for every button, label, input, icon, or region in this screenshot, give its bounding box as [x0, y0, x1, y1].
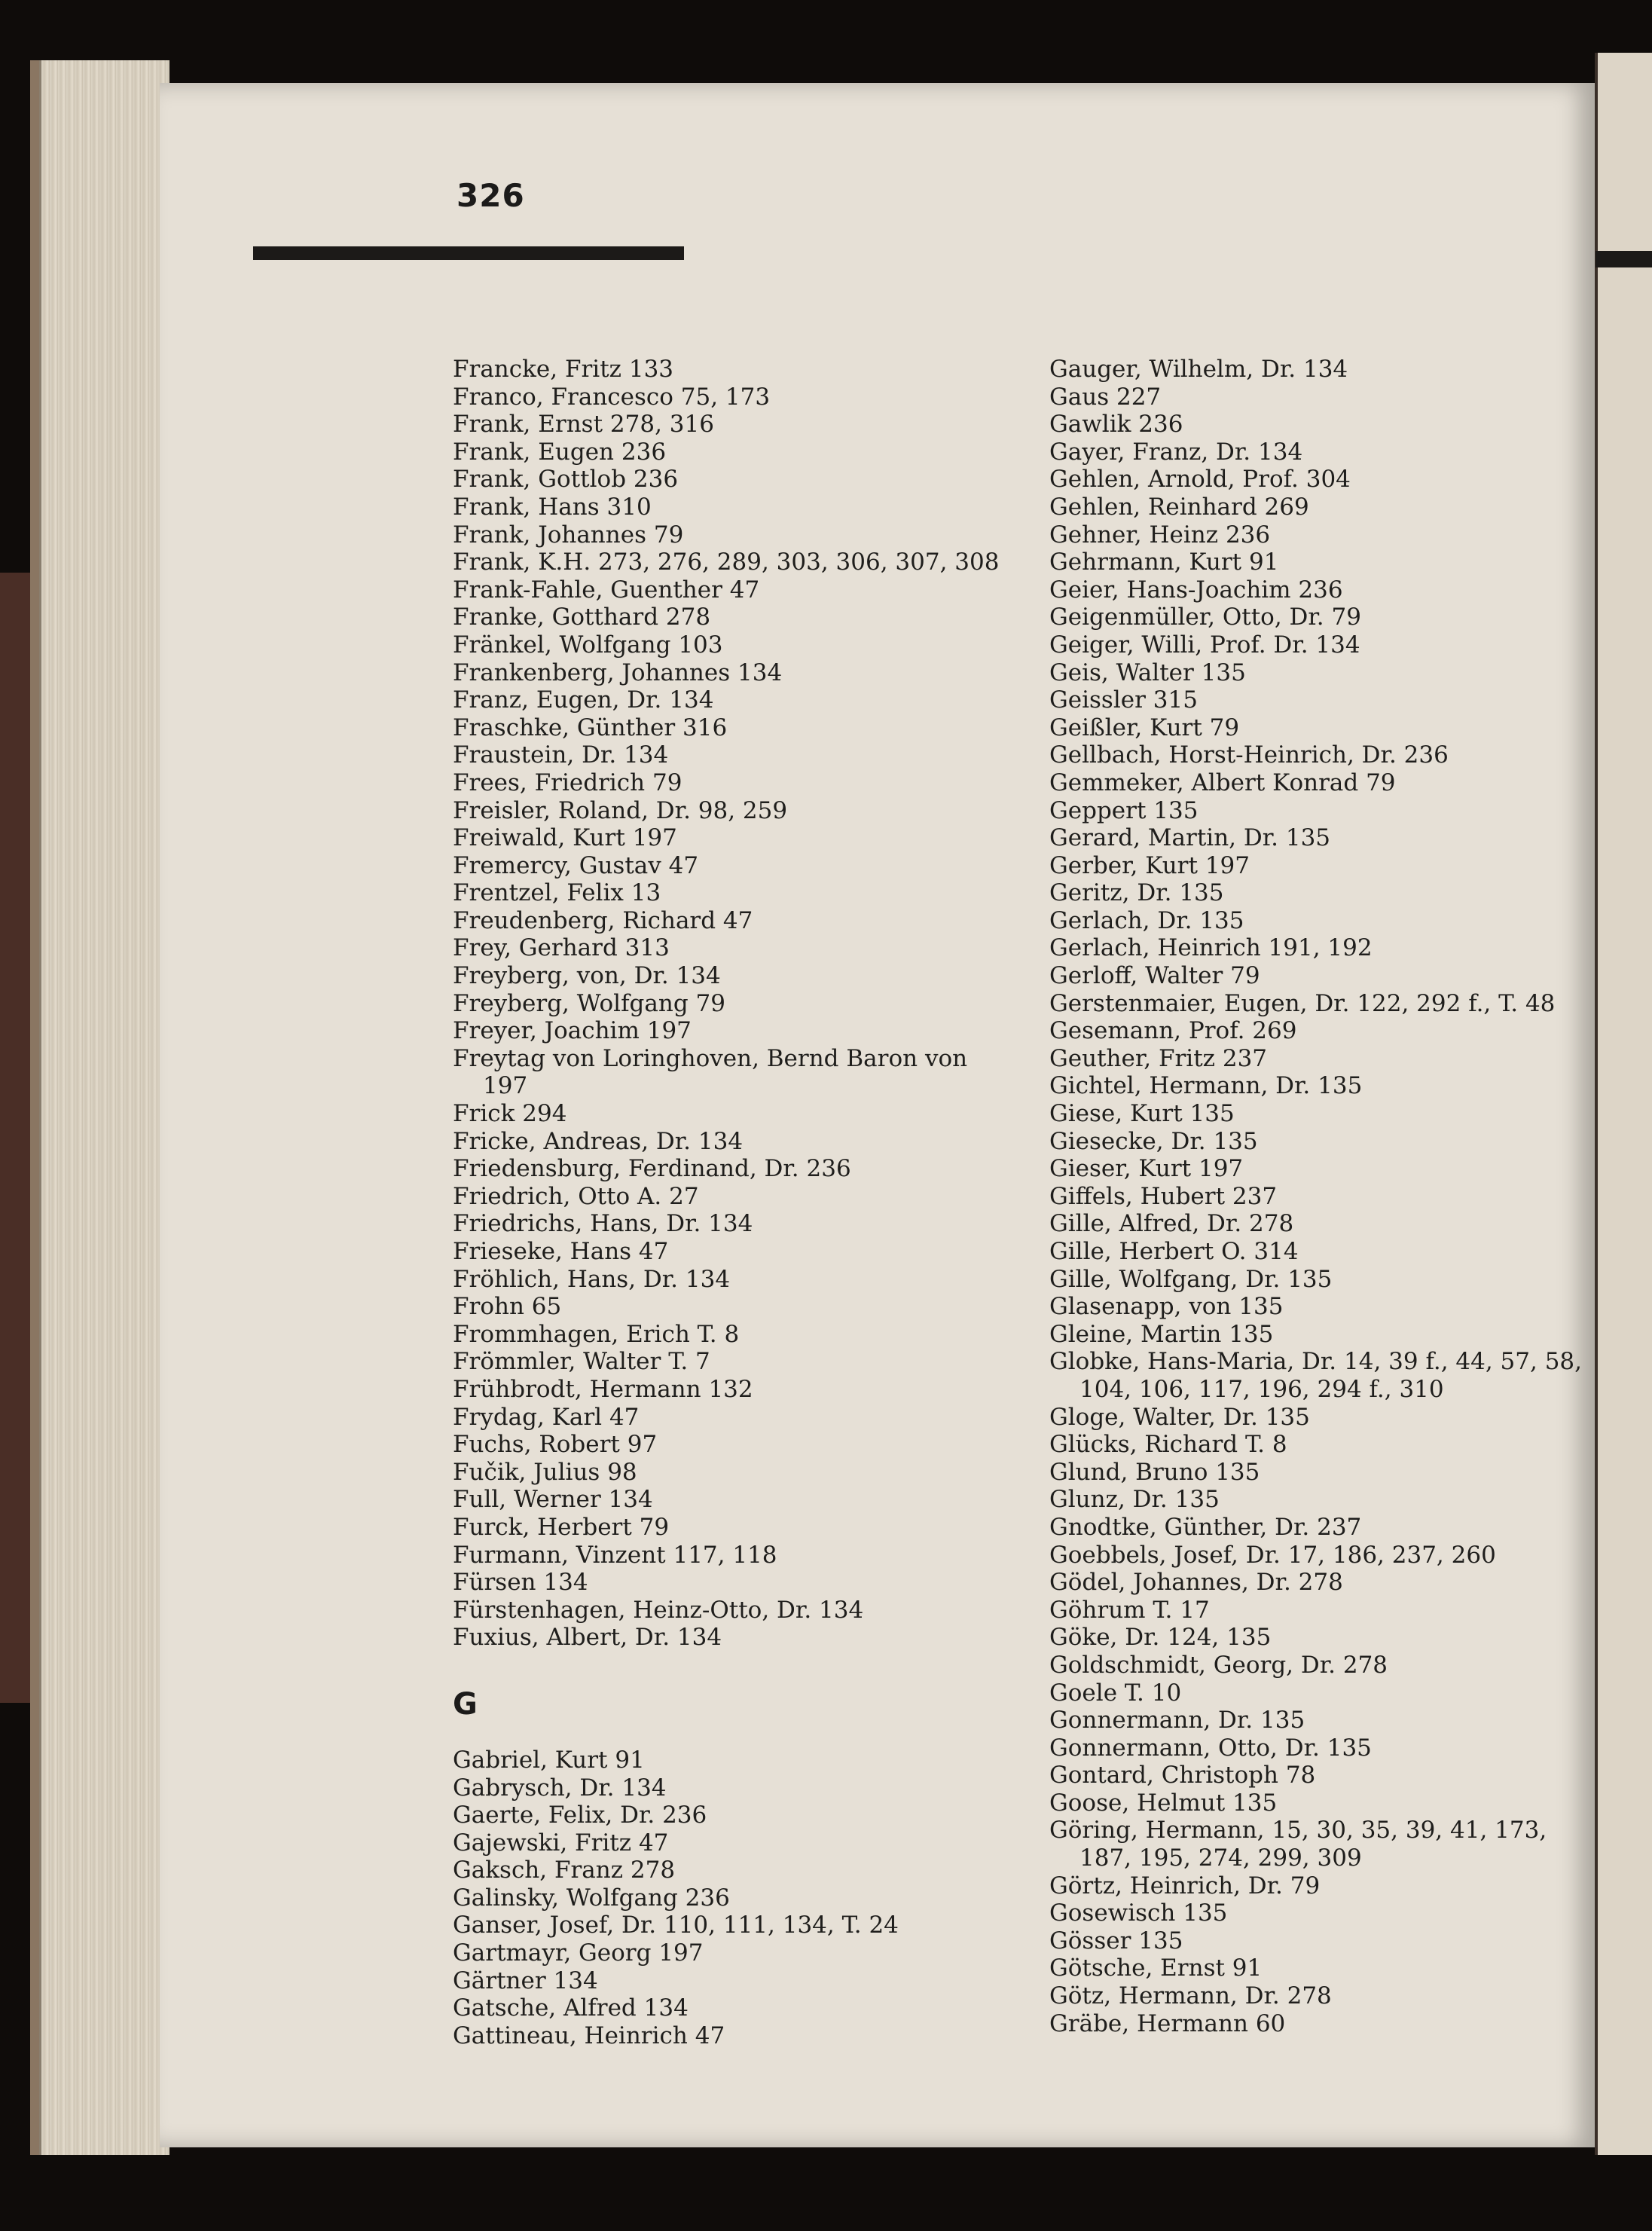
index-entry: Fraschke, Günther 316: [453, 714, 728, 741]
index-entry: Fröhlich, Hans, Dr. 134: [453, 1265, 731, 1293]
index-entry: Gieser, Kurt 197: [1049, 1155, 1244, 1183]
index-entry: Frank, Johannes 79: [453, 521, 684, 549]
index-entry: Franco, Francesco 75, 173: [453, 383, 771, 411]
index-entry: Geigenmüller, Otto, Dr. 79: [1049, 604, 1361, 631]
index-entry: Freisler, Roland, Dr. 98, 259: [453, 796, 788, 824]
index-entry: Geis, Walter 135: [1049, 659, 1246, 686]
index-entry: Giesecke, Dr. 135: [1049, 1127, 1258, 1155]
index-entry: Gattineau, Heinrich 47: [453, 2022, 725, 2049]
index-entry: Furck, Herbert 79: [453, 1513, 670, 1541]
index-list-g: [453, 1747, 980, 2050]
page-number: 326: [457, 177, 525, 214]
header-rule: [253, 246, 684, 260]
index-entry: Glasenapp, von 135: [1049, 1293, 1284, 1321]
index-entry: Freyer, Joachim 197: [453, 1017, 692, 1045]
index-entry: Frohn 65: [453, 1293, 562, 1321]
page-edges: [39, 60, 169, 2155]
index-entry: Frey, Gerhard 313: [453, 934, 670, 962]
index-entry: Fürstenhagen, Heinz-Otto, Dr. 134: [453, 1596, 864, 1624]
index-entry: Geier, Hans-Joachim 236: [1049, 576, 1343, 604]
index-entry: Francke, Fritz 133: [453, 356, 674, 383]
index-entry: Gleine, Martin 135: [1049, 1320, 1274, 1348]
index-entry: Gabrysch, Dr. 134: [453, 1774, 667, 1802]
index-entry: 197: [483, 1072, 528, 1100]
index-entry: Furmann, Vinzent 117, 118: [453, 1541, 777, 1569]
index-entry: Frühbrodt, Hermann 132: [453, 1375, 753, 1403]
index-entry: Gödel, Johannes, Dr. 278: [1049, 1569, 1343, 1597]
index-entry: Gerstenmaier, Eugen, Dr. 122, 292 f., T. 48: [1049, 989, 1556, 1017]
index-entry: Frank, K.H. 273, 276, 289, 303, 306, 307, 308: [453, 549, 1000, 576]
index-entry: Glund, Bruno 135: [1049, 1458, 1260, 1486]
index-entry: Frank, Hans 310: [453, 493, 652, 521]
index-entry: Gnodtke, Günther, Dr. 237: [1049, 1513, 1362, 1541]
index-entry: Göke, Dr. 124, 135: [1049, 1624, 1272, 1652]
index-entry: Geißler, Kurt 79: [1049, 714, 1240, 741]
index-entry: Geissler 315: [1049, 686, 1198, 714]
index-entry: Gichtel, Hermann, Dr. 135: [1049, 1072, 1363, 1100]
index-entry: Gehner, Heinz 236: [1049, 521, 1271, 549]
index-entry: Fricke, Andreas, Dr. 134: [453, 1127, 744, 1155]
index-entry: 104, 106, 117, 196, 294 f., 310: [1079, 1375, 1444, 1403]
index-entry: Fränkel, Wolfgang 103: [453, 631, 723, 659]
index-entry: Gerard, Martin, Dr. 135: [1049, 824, 1331, 852]
index-entry: Frieseke, Hans 47: [453, 1238, 669, 1265]
index-entry: Freyberg, Wolfgang 79: [453, 989, 725, 1017]
index-entry: Frank, Gottlob 236: [453, 466, 679, 494]
index-entry: Friedrich, Otto A. 27: [453, 1182, 699, 1210]
index-entry: Gosewisch 135: [1049, 1899, 1228, 1927]
index-entry: Fuxius, Albert, Dr. 134: [453, 1624, 722, 1652]
index-entry: Glücks, Richard T. 8: [1049, 1431, 1287, 1459]
next-page-rule: [1596, 251, 1652, 267]
index-entry: Goose, Helmut 135: [1049, 1789, 1278, 1817]
index-entry: Frick 294: [453, 1100, 567, 1128]
index-entry: Freudenberg, Richard 47: [453, 906, 753, 934]
index-entry: Gellbach, Horst-Heinrich, Dr. 236: [1049, 741, 1449, 769]
index-list-right: [1049, 356, 1599, 2037]
index-list-f: [453, 356, 1000, 1652]
section-letter: G: [453, 1686, 478, 1722]
index-entry: Görtz, Heinrich, Dr. 79: [1049, 1872, 1321, 1899]
index-entry: Goebbels, Josef, Dr. 17, 186, 237, 260: [1049, 1541, 1496, 1569]
index-column-left: [453, 356, 1000, 2049]
index-entry: Fuchs, Robert 97: [453, 1431, 658, 1459]
index-entry: Frank, Eugen 236: [453, 438, 667, 466]
index-entry: Gontard, Christoph 78: [1049, 1762, 1316, 1789]
index-entry: Gaerte, Felix, Dr. 236: [453, 1802, 707, 1829]
index-entry: Full, Werner 134: [453, 1486, 653, 1514]
index-entry: Gemmeker, Albert Konrad 79: [1049, 769, 1396, 796]
index-entry: Frank-Fahle, Guenther 47: [453, 576, 760, 604]
index-entry: Gayer, Franz, Dr. 134: [1049, 438, 1303, 466]
index-entry: Geppert 135: [1049, 796, 1199, 824]
index-entry: Gonnermann, Otto, Dr. 135: [1049, 1734, 1372, 1762]
index-entry: Glunz, Dr. 135: [1049, 1486, 1220, 1514]
index-entry: Giffels, Hubert 237: [1049, 1182, 1278, 1210]
index-entry: Frentzel, Felix 13: [453, 879, 661, 907]
index-entry: Gärtner 134: [453, 1967, 598, 1994]
index-entry: Fraustein, Dr. 134: [453, 741, 669, 769]
index-entry: Götz, Hermann, Dr. 278: [1049, 1982, 1332, 2010]
index-entry: Gawlik 236: [1049, 411, 1183, 439]
index-entry: Gille, Herbert O. 314: [1049, 1238, 1299, 1265]
index-entry: Freiwald, Kurt 197: [453, 824, 677, 852]
index-entry: Giese, Kurt 135: [1049, 1100, 1235, 1128]
index-entry: Göhrum T. 17: [1049, 1596, 1210, 1624]
index-entry: Gille, Alfred, Dr. 278: [1049, 1210, 1294, 1238]
index-entry: Göring, Hermann, 15, 30, 35, 39, 41, 173,: [1049, 1817, 1547, 1844]
index-entry: Franz, Eugen, Dr. 134: [453, 686, 714, 714]
index-entry: Goele T. 10: [1049, 1679, 1182, 1707]
index-entry: Freytag von Loringhoven, Bernd Baron von: [453, 1044, 968, 1072]
index-entry: Geritz, Dr. 135: [1049, 879, 1224, 907]
index-entry: Frömmler, Walter T. 7: [453, 1348, 710, 1376]
index-entry: Gartmayr, Georg 197: [453, 1939, 704, 1967]
index-entry: Gehlen, Arnold, Prof. 304: [1049, 466, 1351, 494]
index-entry: Gatsche, Alfred 134: [453, 1994, 689, 2022]
index-entry: Gauger, Wilhelm, Dr. 134: [1049, 356, 1348, 383]
index-entry: Gabriel, Kurt 91: [453, 1746, 645, 1774]
index-entry: Gehrmann, Kurt 91: [1049, 549, 1279, 576]
next-page-edge: [1595, 53, 1652, 2155]
index-entry: Frankenberg, Johannes 134: [453, 659, 783, 686]
index-entry: Fučik, Julius 98: [453, 1458, 637, 1486]
index-entry: Geuther, Fritz 237: [1049, 1044, 1268, 1072]
index-entry: Gonnermann, Dr. 135: [1049, 1707, 1305, 1734]
index-entry: Galinsky, Wolfgang 236: [453, 1884, 730, 1912]
index-entry: Friedensburg, Ferdinand, Dr. 236: [453, 1155, 851, 1183]
index-entry: 187, 195, 274, 299, 309: [1079, 1844, 1362, 1872]
index-entry: Gille, Wolfgang, Dr. 135: [1049, 1265, 1333, 1293]
index-entry: Freyberg, von, Dr. 134: [453, 962, 721, 990]
index-entry: Gajewski, Fritz 47: [453, 1829, 669, 1857]
index-entry: Goldschmidt, Georg, Dr. 278: [1049, 1651, 1388, 1679]
index-entry: Ganser, Josef, Dr. 110, 111, 134, T. 24: [453, 1912, 899, 1939]
index-entry: Franke, Gotthard 278: [453, 604, 711, 631]
index-entry: Gerloff, Walter 79: [1049, 962, 1260, 990]
index-entry: Gesemann, Prof. 269: [1049, 1017, 1297, 1045]
index-entry: Gaksch, Franz 278: [453, 1857, 676, 1884]
index-entry: Gräbe, Hermann 60: [1049, 2009, 1286, 2037]
index-entry: Fürsen 134: [453, 1569, 588, 1597]
index-entry: Globke, Hans-Maria, Dr. 14, 39 f., 44, 57, 58,: [1049, 1348, 1583, 1376]
index-entry: Götsche, Ernst 91: [1049, 1954, 1263, 1982]
index-entry: Gehlen, Reinhard 269: [1049, 493, 1309, 521]
index-entry: Gerlach, Dr. 135: [1049, 906, 1244, 934]
index-entry: Geiger, Willi, Prof. Dr. 134: [1049, 631, 1360, 659]
index-entry: Gerlach, Heinrich 191, 192: [1049, 934, 1373, 962]
index-entry: Frydag, Karl 47: [453, 1403, 640, 1431]
index-entry: Fremercy, Gustav 47: [453, 851, 699, 879]
index-entry: Frommhagen, Erich T. 8: [453, 1320, 740, 1348]
index-entry: Frees, Friedrich 79: [453, 769, 682, 796]
index-entry: Gloge, Walter, Dr. 135: [1049, 1403, 1310, 1431]
index-entry: Frank, Ernst 278, 316: [453, 411, 714, 439]
index-entry: Gerber, Kurt 197: [1049, 851, 1250, 879]
index-entry: Gaus 227: [1049, 383, 1162, 411]
index-column-right: [1049, 356, 1599, 2037]
index-entry: Gösser 135: [1049, 1927, 1183, 1954]
index-entry: Friedrichs, Hans, Dr. 134: [453, 1210, 753, 1238]
